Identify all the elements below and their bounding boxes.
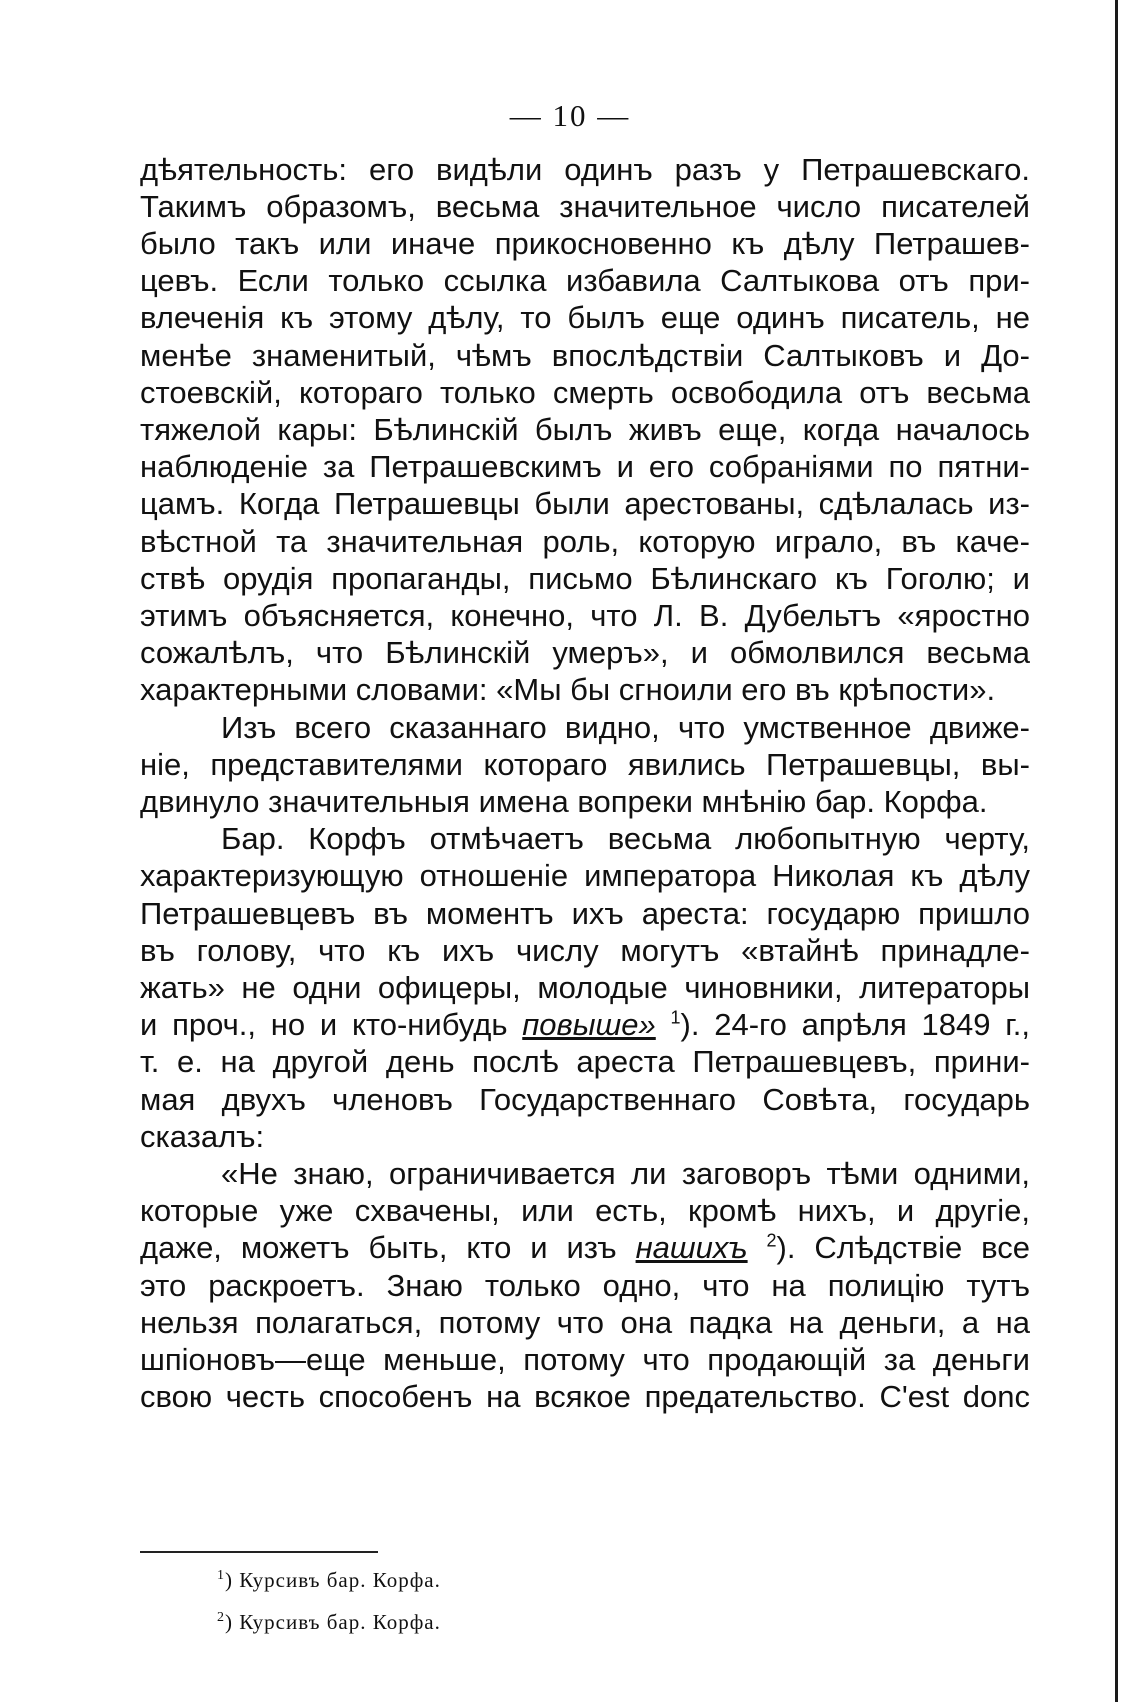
footnote-separator	[140, 1551, 378, 1553]
text-line: двинуло значительныя имена вопреки мнѣнію бар. Корфа.	[140, 784, 988, 819]
italic-text: нашихъ	[635, 1230, 748, 1265]
text-line: вѣстной та значительная роль, которую играло, въ каче-	[140, 524, 1030, 559]
footnote	[217, 1609, 441, 1635]
text-segment: ). 24-го апрѣля 1849 г.,	[680, 1007, 1030, 1042]
text-line: т. е. на другой день послѣ ареста Петрашевцевъ, прини-	[140, 1044, 1030, 1079]
text-line: Петрашевцевъ въ моментъ ихъ ареста: государю пришло	[140, 896, 1030, 931]
text-line: это раскроетъ. Знаю только одно, что на полицію тутъ	[140, 1268, 1030, 1303]
italic-text: повыше»	[522, 1007, 656, 1042]
text-line: нельзя полагаться, потому что она падка на деньги, а на	[140, 1305, 1030, 1340]
text-line: характерными словами: «Мы бы сгноили его въ крѣпости».	[140, 672, 996, 707]
text-line: «Не знаю, ограничивается ли заговоръ тѣми одними,	[221, 1156, 1030, 1191]
text-line: цамъ. Когда Петрашевцы были арестованы, сдѣлалась из-	[140, 486, 1030, 521]
text-line: шпіоновъ—еще меньше, потому что продающій за деньги	[140, 1342, 1030, 1377]
text-line: менѣе знаменитый, чѣмъ впослѣдствіи Салтыковъ и До-	[140, 338, 1030, 373]
footnote-ref: 1	[670, 1007, 681, 1028]
footnote-text: ) Курсивъ бар. Корфа.	[225, 1568, 441, 1592]
page-edge-line	[1115, 0, 1118, 1702]
footnote-text: ) Курсивъ бар. Корфа.	[225, 1610, 441, 1634]
text-line: Бар. Корфъ отмѣчаетъ весьма любопытную черту,	[221, 821, 1030, 856]
text-segment: и проч., но и кто-нибудь	[140, 1007, 508, 1042]
text-line: тяжелой кары: Бѣлинскій былъ живъ еще, когда началось	[140, 412, 1030, 447]
footnote-mark: 2	[217, 1610, 225, 1625]
footnote	[217, 1567, 441, 1593]
text-line: стоевскій, котораго только смерть освободила отъ весьма	[140, 375, 1030, 410]
text-line	[140, 1228, 1030, 1268]
text-line: дѣятельность: его видѣли одинъ разъ у Петрашевскаго.	[140, 152, 1030, 187]
footnote-mark: 1	[217, 1568, 225, 1583]
footnote-ref: 2	[766, 1230, 777, 1251]
text-line: было такъ или иначе прикосновенно къ дѣлу Петрашев-	[140, 226, 1030, 261]
text-line: сказалъ:	[140, 1119, 265, 1154]
text-line: жать» не одни офицеры, молодые чиновники, литераторы	[140, 970, 1030, 1005]
text-segment: ). Слѣдствіе все	[776, 1230, 1030, 1265]
text-line: цевъ. Если только ссылка избавила Салтыкова отъ при-	[140, 263, 1030, 298]
text-line: наблюденіе за Петрашевскимъ и его собраніями по пятни-	[140, 449, 1030, 484]
text-segment: даже, можетъ быть, кто и изъ	[140, 1230, 617, 1265]
text-line: въ голову, что къ ихъ числу могутъ «втайнѣ принадле-	[140, 933, 1030, 968]
text-line: сожалѣлъ, что Бѣлинскій умеръ», и обмолвился весьма	[140, 635, 1030, 670]
text-line: ніе, представителями котораго явились Петрашевцы, вы-	[140, 747, 1030, 782]
text-line	[140, 1005, 1030, 1045]
page-number: — 10 —	[509, 98, 631, 133]
text-line: мая двухъ членовъ Государственнаго Совѣта, государь	[140, 1082, 1030, 1117]
text-line: которые уже схвачены, или есть, кромѣ нихъ, и другіе,	[140, 1193, 1030, 1228]
text-line: влеченія къ этому дѣлу, то былъ еще одинъ писатель, не	[140, 300, 1030, 335]
text-line: характеризующую отношеніе императора Николая къ дѣлу	[140, 858, 1030, 893]
text-line: Изъ всего сказаннаго видно, что умственное движе-	[221, 710, 1030, 745]
text-line: свою честь способенъ на всякое предательство. C'est donc	[140, 1379, 1030, 1414]
text-line: ствѣ орудія пропаганды, письмо Бѣлинскаго къ Гоголю; и	[140, 561, 1030, 596]
text-line: Такимъ образомъ, весьма значительное число писателей	[140, 189, 1030, 224]
text-line: этимъ объясняется, конечно, что Л. В. Дубельтъ «яростно	[140, 598, 1030, 633]
